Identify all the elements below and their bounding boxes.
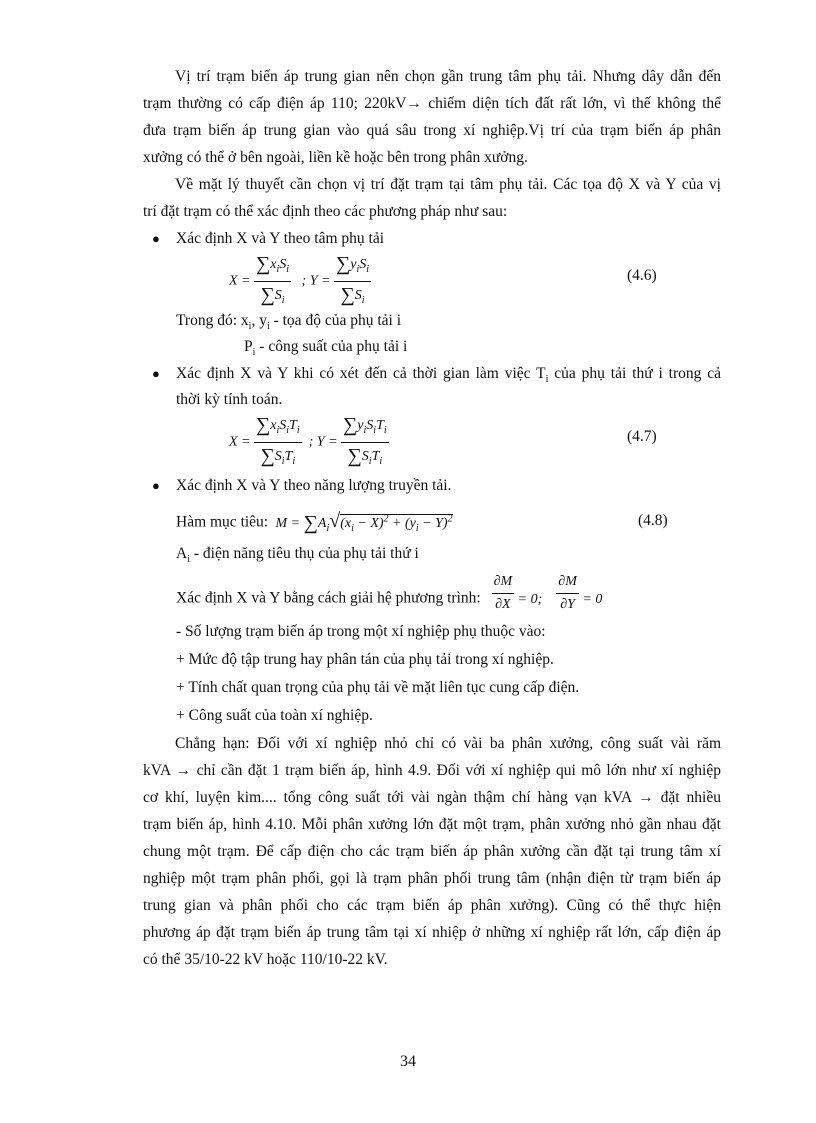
paragraph-1-line-1: Vị trí trạm biến áp trung gian nên chọn gần trung tâm phụ tải. Nhưng dây dẫn đến bbox=[175, 68, 721, 85]
paragraph-1-line-2: trạm thường có cấp điện áp 110; 220kV→ chiếm diện tích đất rất lớn, vì thế không thể bbox=[143, 95, 721, 112]
paragraph-1-line-3: đưa trạm biến áp trung gian vào quá sâu trong xí nghiệp.Vị trí của trạm biến áp phân bbox=[143, 122, 721, 139]
bullet-dot-icon: ● bbox=[152, 231, 160, 246]
paragraph-3-line-9: có thể 35/10-22 kV hoặc 110/10-22 kV. bbox=[143, 951, 388, 968]
where-xy-desc: - tọa độ của phụ tải i bbox=[273, 312, 401, 329]
objective-function: Hàm mục tiêu: $M = \sum A_i√(x_i - X)^2 + (y_i - Y)^2$ bbox=[176, 509, 453, 534]
bullet-3-text: Xác định X và Y theo năng lượng truyền tải. bbox=[176, 477, 452, 494]
list-item-2: + Mức độ tập trung hay phân tán của phụ tải trong xí nghiệp. bbox=[176, 651, 554, 668]
bullet-2-text-a: Xác định X và Y khi có xét đến cả thời gian làm việc T bbox=[176, 365, 546, 382]
where-p-desc: - công suất của phụ tải i bbox=[259, 338, 408, 355]
paragraph-3-line-3: cơ khí, luyện kim.... tổng công suất tới vài ngàn thậm chí hàng vạn kVA → đặt nhiều bbox=[143, 789, 721, 806]
paragraph-3-line-2: kVA → chỉ cần đặt 1 trạm biến áp, hình 4.9. Đối với xí nghiệp qui mô lớn như xí nghiệp bbox=[143, 762, 721, 779]
a-desc-text: - điện năng tiêu thụ của phụ tải thứ i bbox=[193, 545, 419, 562]
equation-4-7-number: (4.7) bbox=[627, 428, 657, 445]
where-p-line: $P_i$ - công suất của phụ tải i bbox=[244, 338, 408, 359]
a-description: $A_i$ - điện năng tiêu thụ của phụ tải thứ i bbox=[176, 545, 419, 566]
paragraph-3-line-5: chung một trạm. Để cấp điện cho các trạm biến áp phân xưởng cần đặt tại trung tâm xí bbox=[143, 843, 721, 860]
equation-4-6: X = $\frac{\sum x_iS_i}{\sum S_i}$ ; Y = $\frac{\sum y_iS_i}{\sum S_i}$ bbox=[229, 253, 369, 306]
paragraph-3-line-8: phương áp đặt trạm biến áp trung tâm tại xí nhiệp ở những xí nghiệp rất lớn, cấp điện áp bbox=[143, 924, 721, 941]
paragraph-1-line-4: xưởng có thể ở bên ngoài, liền kề hoặc bên trong phân xưởng. bbox=[143, 149, 528, 166]
bullet-dot-icon: ● bbox=[152, 366, 160, 381]
bullet-2-line-1: Xác định X và Y khi có xét đến cả thời gian làm việc $T_i$ của phụ tải thứ i trong cả bbox=[176, 365, 721, 386]
bullet-dot-icon: ● bbox=[152, 478, 160, 493]
paragraph-3-line-4: trạm biến áp, hình 4.10. Mỗi phân xưởng lớn đặt một trạm, phân xưởng nhỏ gần nhau đặt bbox=[143, 816, 721, 833]
paragraph-3-line-6: nghiệp một trạm phân phối, gọi là trạm phân phối trung tâm (nhận điện từ trạm biến áp bbox=[143, 870, 721, 887]
list-item-3: + Tính chất quan trọng của phụ tải về mặt liên tục cung cấp điện. bbox=[176, 679, 580, 696]
equation-4-7: X = $\frac{\sum x_iS_iT_i}{\sum S_iT_i}$ ; Y = $\frac{\sum y_iS_iT_i}{\sum S_iT_i}$ bbox=[229, 414, 387, 467]
page-number: 34 bbox=[400, 1053, 416, 1070]
bullet-2-line-2: thời kỳ tính toán. bbox=[176, 391, 283, 408]
paragraph-2-line-1: Về mặt lý thuyết cần chọn vị trí đặt trạm tại tâm phụ tải. Các tọa độ X và Y của vị bbox=[175, 176, 721, 193]
solve-system-line: Xác định X và Y bằng cách giải hệ phương trình: $\frac{\partial M}{\partial X}$ = 0; $\frac{\partial M}{\partial Y}$ = 0 bbox=[176, 574, 603, 612]
objective-label: Hàm mục tiêu: bbox=[176, 513, 269, 531]
equation-4-8-number: (4.8) bbox=[638, 512, 668, 529]
equation-4-6-number: (4.6) bbox=[627, 267, 657, 284]
paragraph-3-line-7: trung gian và phân phối cho các trạm biến áp phân xưởng). Cũng có thể thực hiện bbox=[143, 897, 721, 914]
bullet-1-text: Xác định X và Y theo tâm phụ tải bbox=[176, 230, 385, 247]
where-intro: Trong đó: bbox=[176, 312, 238, 329]
list-item-4: + Công suất của toàn xí nghiệp. bbox=[176, 707, 373, 724]
paragraph-3-line-1: Chẳng hạn: Đối với xí nghiệp nhỏ chỉ có vài ba phân xưởng, công suất vài răm bbox=[175, 735, 721, 752]
where-xy-line: Trong đó: $x_i$, $y_i$ - tọa độ của phụ tải i bbox=[176, 312, 401, 333]
solve-label: Xác định X và Y bằng cách giải hệ phương trình: bbox=[176, 589, 481, 607]
list-item-1: - Số lượng trạm biến áp trong một xí nghiệp phụ thuộc vào: bbox=[176, 623, 546, 640]
paragraph-2-line-2: trí đặt trạm có thể xác định theo các phương pháp như sau: bbox=[143, 203, 508, 220]
bullet-2-text-b: của phụ tải thứ i trong cả bbox=[548, 365, 721, 382]
